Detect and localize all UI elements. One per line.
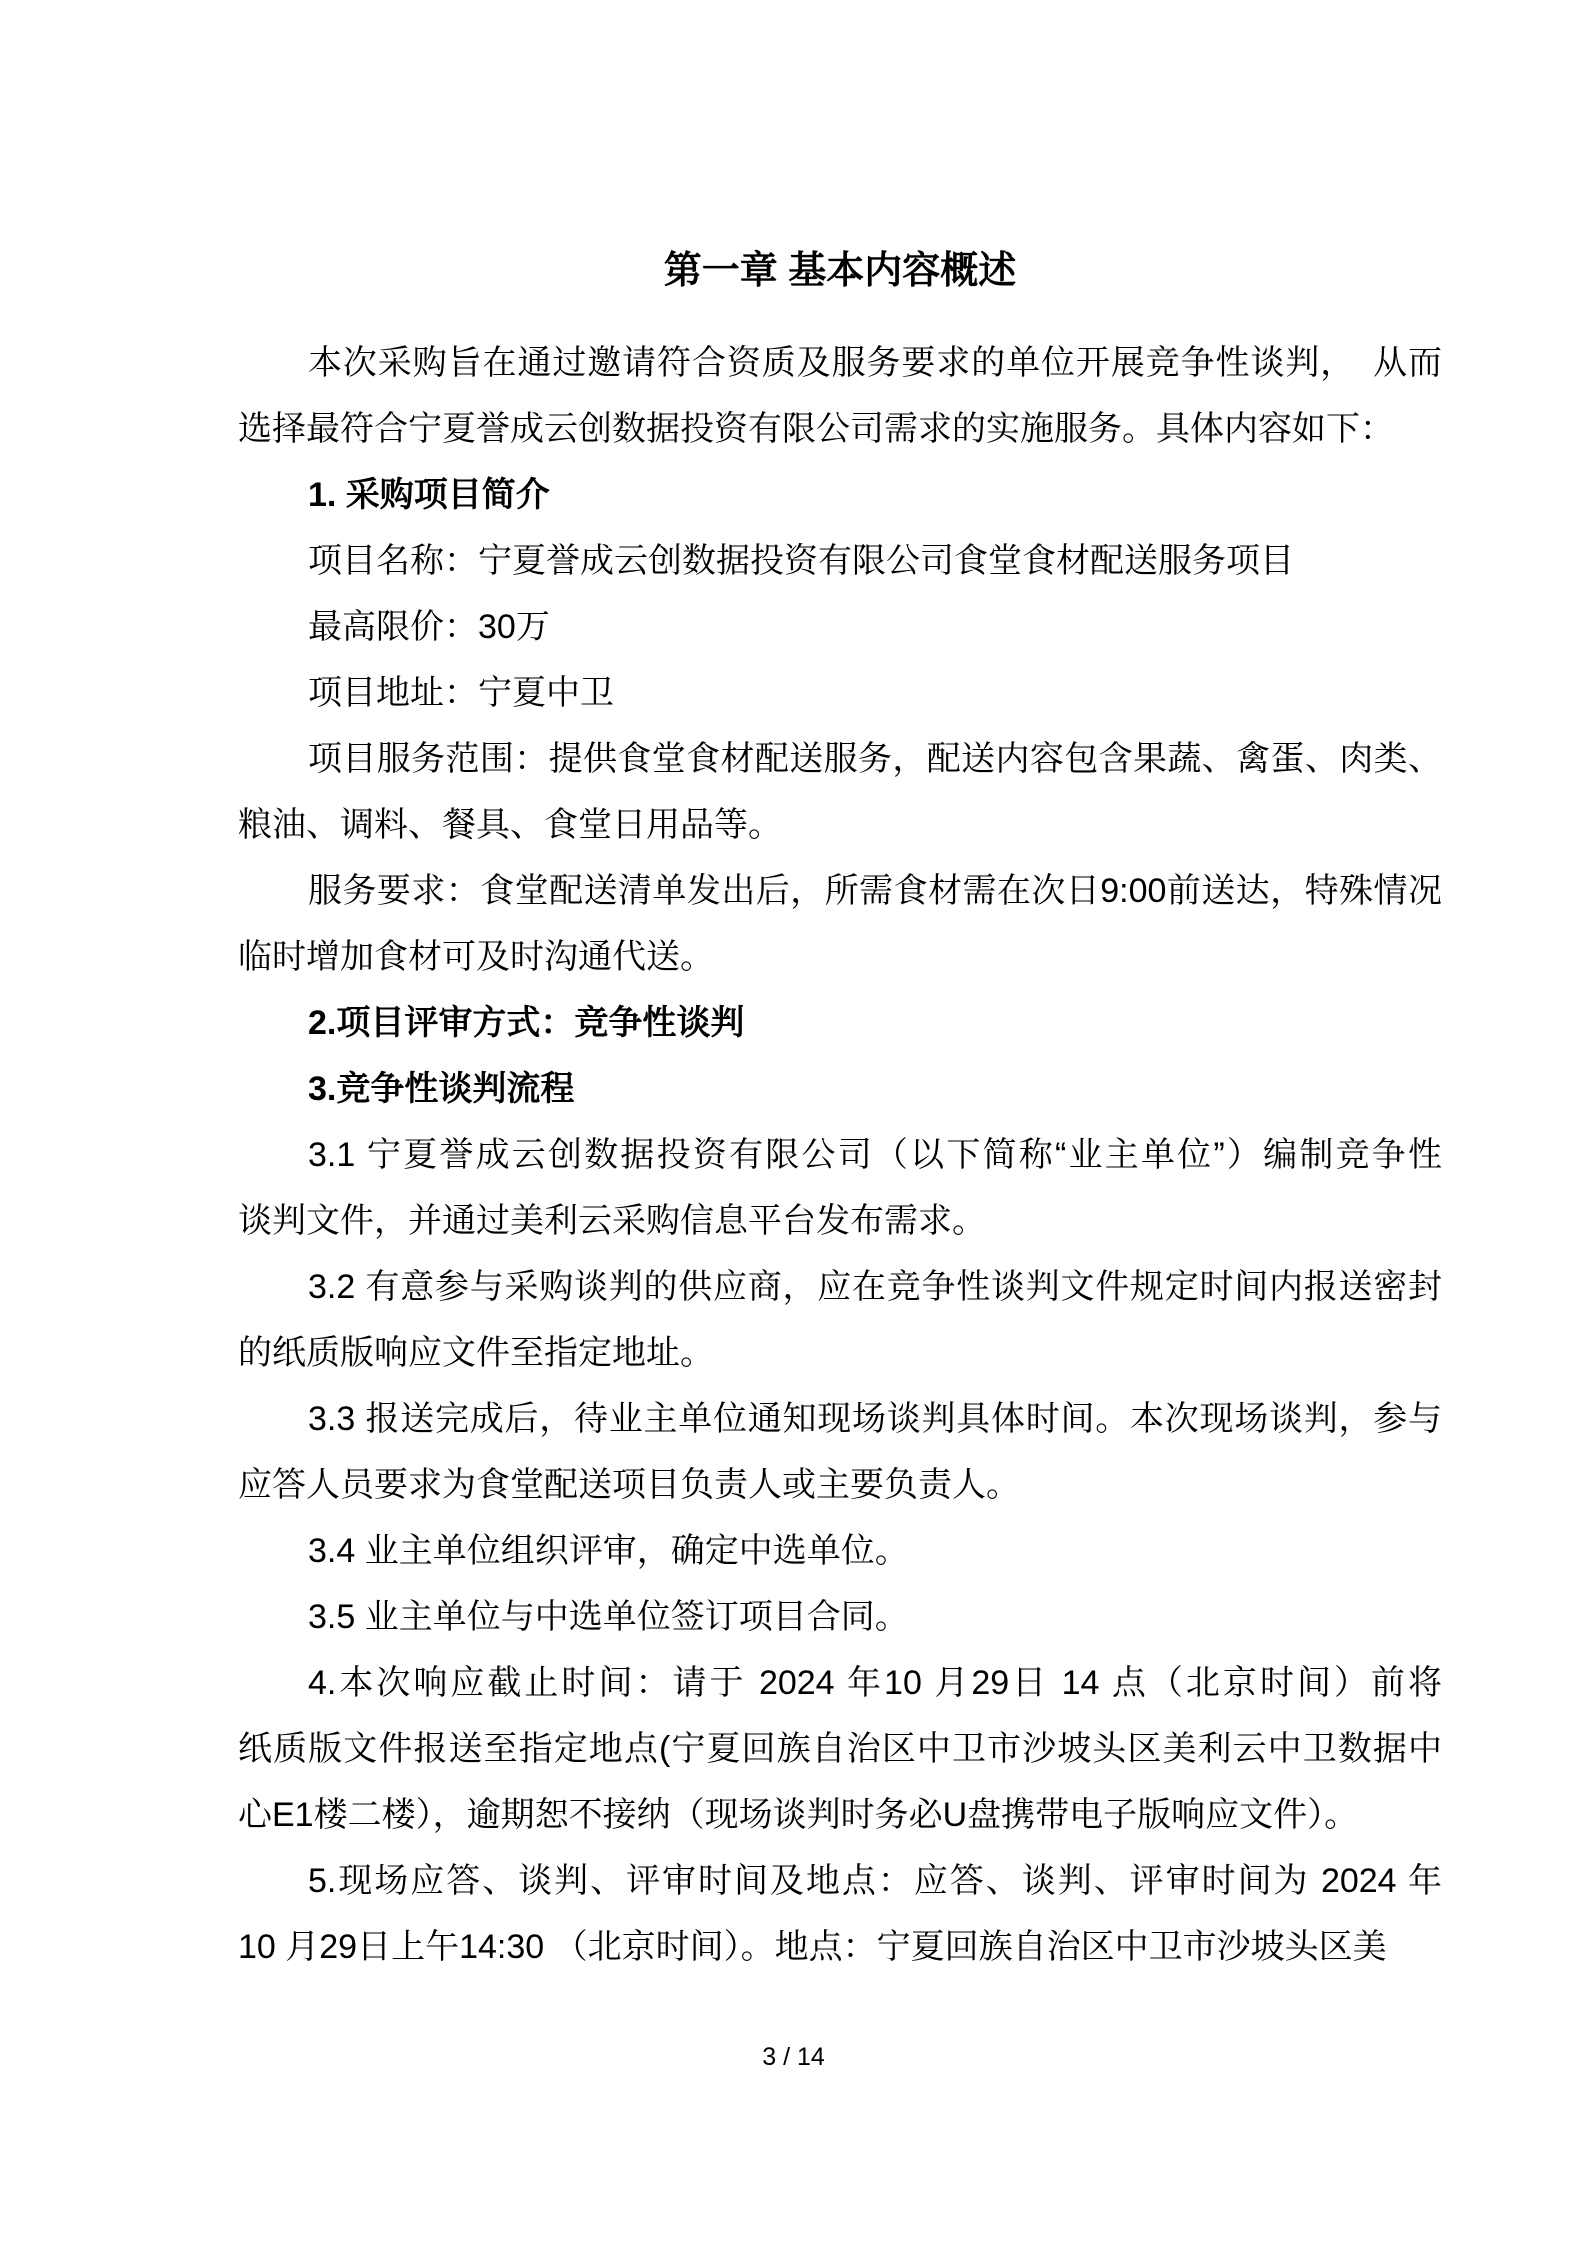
body-paragraph <box>238 1584 1442 1650</box>
body-paragraph <box>238 858 1442 990</box>
body-paragraph <box>238 594 1442 660</box>
paragraph-line: 3.竞争性谈判流程 <box>308 1070 575 1108</box>
body-paragraph <box>238 1518 1442 1584</box>
paragraph-line: 3.1 宁夏誉成云创数据投资有限公司（以下简称“业主单位”）编制竞争性 <box>308 1136 1442 1174</box>
paragraph-line: 服务要求：食堂配送清单发出后，所需食材需在次日9:00前送达，特殊情况 <box>308 872 1442 910</box>
body-paragraph <box>238 1254 1442 1386</box>
paragraph-line: 谈判文件，并通过美利云采购信息平台发布需求。 <box>238 1202 986 1240</box>
paragraph-line: 2.项目评审方式：竞争性谈判 <box>308 1004 745 1042</box>
page-number: 3 / 14 <box>762 2043 825 2071</box>
paragraph-line: 纸质版文件报送至指定地点(宁夏回族自治区中卫市沙坡头区美利云中卫数据中 <box>238 1730 1442 1768</box>
paragraph-line: 心E1楼二楼），逾期恕不接纳（现场谈判时务必U盘携带电子版响应文件）。 <box>238 1796 1359 1834</box>
paragraph-line: 最高限价：30万 <box>308 608 550 646</box>
paragraph-line: 3.2 有意参与采购谈判的供应商，应在竞争性谈判文件规定时间内报送密封 <box>308 1268 1442 1306</box>
paragraph-line: 项目服务范围：提供食堂食材配送服务，配送内容包含果蔬、禽蛋、肉类、 <box>308 740 1442 778</box>
body-paragraph <box>238 528 1442 594</box>
document-content <box>238 252 1442 1980</box>
paragraph-line: 项目地址：宁夏中卫 <box>308 674 614 712</box>
paragraph-line: 4.本次响应截止时间：请于 2024 年10 月29日 14 点（北京时间）前将 <box>308 1664 1442 1702</box>
paragraph-line: 3.4 业主单位组织评审，确定中选单位。 <box>308 1532 909 1570</box>
body-paragraph <box>238 330 1442 462</box>
paragraph-line: 5.现场应答、谈判、评审时间及地点：应答、谈判、评审时间为 2024 年 <box>308 1862 1442 1900</box>
heading-paragraph <box>238 990 1442 1056</box>
body-paragraph <box>238 1386 1442 1518</box>
paragraph-line: 1. 采购项目简介 <box>308 476 550 514</box>
body-paragraph <box>238 1848 1442 1980</box>
document-body <box>238 330 1442 1980</box>
body-paragraph <box>238 660 1442 726</box>
paragraph-line: 3.3 报送完成后，待业主单位通知现场谈判具体时间。本次现场谈判，参与 <box>308 1400 1442 1438</box>
paragraph-line: 应答人员要求为食堂配送项目负责人或主要负责人。 <box>238 1466 1020 1504</box>
paragraph-line: 3.5 业主单位与中选单位签订项目合同。 <box>308 1598 909 1636</box>
paragraph-line: 临时增加食材可及时沟通代送。 <box>238 938 714 976</box>
heading-paragraph <box>238 1056 1442 1122</box>
body-paragraph <box>238 726 1442 858</box>
heading-paragraph <box>238 462 1442 528</box>
paragraph-line: 粮油、调料、餐具、食堂日用品等。 <box>238 806 782 844</box>
paragraph-line: 选择最符合宁夏誉成云创数据投资有限公司需求的实施服务。具体内容如下： <box>238 410 1394 448</box>
paragraph-line: 10 月29日上午14:30 （北京时间）。地点：宁夏回族自治区中卫市沙坡头区美 <box>238 1928 1387 1966</box>
body-paragraph <box>238 1650 1442 1848</box>
paragraph-line: 项目名称：宁夏誉成云创数据投资有限公司食堂食材配送服务项目 <box>308 542 1294 580</box>
paragraph-line: 的纸质版响应文件至指定地址。 <box>238 1334 714 1372</box>
chapter-title: 第一章 基本内容概述 <box>663 250 1017 292</box>
body-paragraph <box>238 1122 1442 1254</box>
paragraph-line: 本次采购旨在通过邀请符合资质及服务要求的单位开展竞争性谈判， 从而 <box>308 344 1442 382</box>
